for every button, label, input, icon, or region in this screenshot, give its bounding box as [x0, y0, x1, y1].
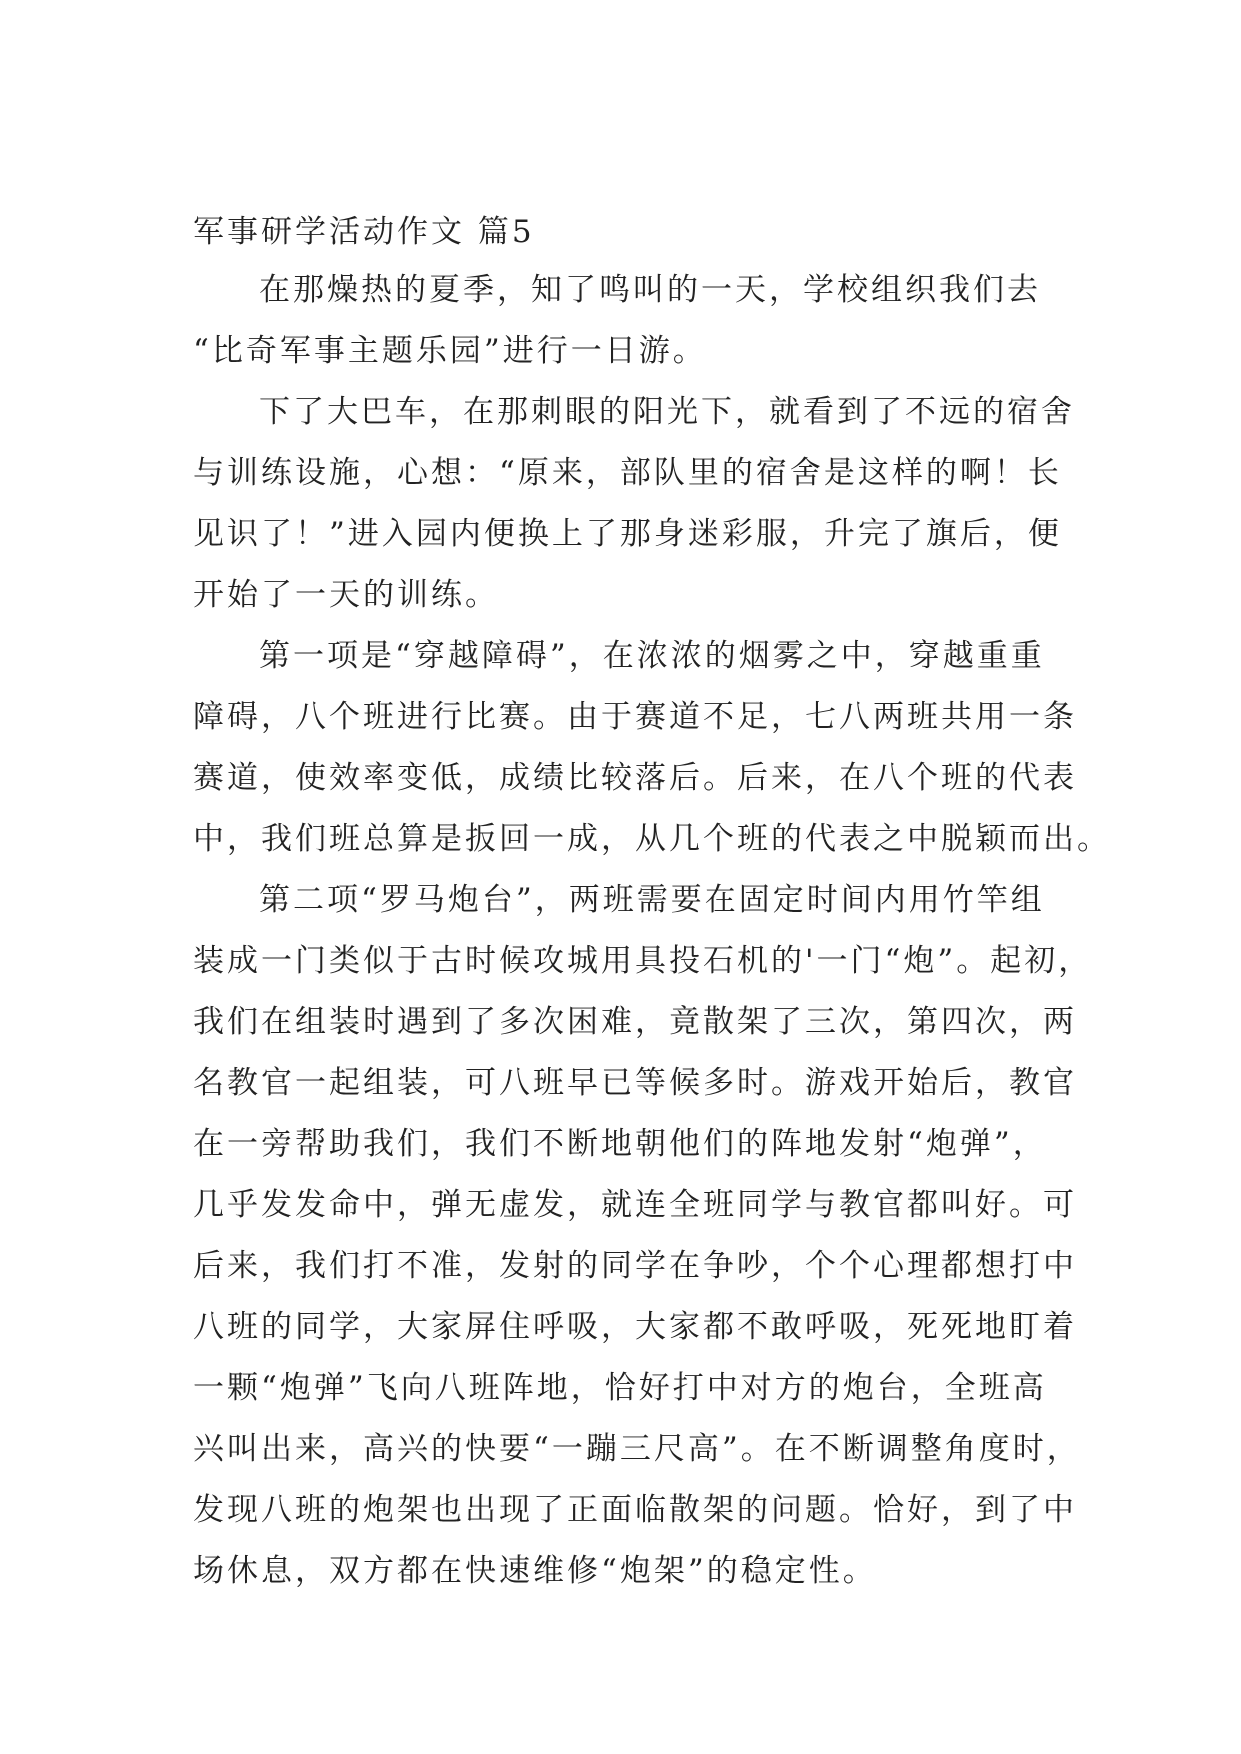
paragraph-line: 发现八班的炮架也出现了正面临散架的问题。恰好，到了中	[193, 1492, 1077, 1528]
paragraph-line: “比奇军事主题乐园”进行一日游。	[193, 333, 707, 369]
paragraph-line: 开始了一天的训练。	[193, 577, 499, 613]
paragraph-line: 赛道，使效率变低，成绩比较落后。后来，在八个班的代表	[193, 760, 1077, 796]
paragraph-2	[193, 382, 1073, 626]
paragraph-line: 八班的同学，大家屏住呼吸，大家都不敢呼吸，死死地盯着	[193, 1309, 1077, 1345]
paragraph-line: 场休息，双方都在快速维修“炮架”的稳定性。	[193, 1553, 877, 1589]
paragraph-line: 一颗“炮弹”飞向八班阵地，恰好打中对方的炮台，全班高	[193, 1370, 1047, 1406]
paragraph-line: 障碍，八个班进行比赛。由于赛道不足，七八两班共用一条	[193, 699, 1077, 735]
paragraph-4	[193, 870, 1093, 1602]
essay-title: 军事研学活动作文 篇5	[193, 214, 535, 250]
paragraph-line: 兴叫出来，高兴的快要“一蹦三尺高”。在不断调整角度时，	[193, 1431, 1081, 1467]
paragraph-line: 下了大巴车，在那刺眼的阳光下，就看到了不远的宿舍	[259, 394, 1075, 430]
paragraph-line: 第二项“罗马炮台”，两班需要在固定时间内用竹竿组	[259, 882, 1045, 918]
paragraph-line: 我们在组装时遇到了多次困难，竟散架了三次，第四次，两	[193, 1004, 1077, 1040]
essay-body	[193, 204, 1111, 1602]
paragraph-1	[193, 260, 1073, 382]
paragraph-line: 见识了！”进入园内便换上了那身迷彩服，升完了旗后，便	[193, 516, 1062, 552]
paragraph-line: 名教官一起组装，可八班早已等候多时。游戏开始后，教官	[193, 1065, 1077, 1101]
paragraph-line: 在一旁帮助我们，我们不断地朝他们的阵地发射“炮弹”，	[193, 1126, 1047, 1162]
paragraph-line: 几乎发发命中，弹无虚发，就连全班同学与教官都叫好。可	[193, 1187, 1077, 1223]
paragraph-3	[193, 626, 1111, 870]
paragraph-line: 第一项是“穿越障碍”，在浓浓的烟雾之中，穿越重重	[259, 638, 1045, 674]
paragraph-line: 装成一门类似于古时候攻城用具投石机的'一门“炮”。起初，	[193, 943, 1093, 979]
paragraph-line: 后来，我们打不准，发射的同学在争吵，个个心理都想打中	[193, 1248, 1077, 1284]
paragraph-line: 在那燥热的夏季，知了鸣叫的一天，学校组织我们去	[259, 272, 1041, 308]
paragraph-line: 中，我们班总算是扳回一成，从几个班的代表之中脱颖而出。	[193, 821, 1111, 857]
paragraph-line: 与训练设施，心想：“原来，部队里的宿舍是这样的啊！长	[193, 455, 1062, 491]
